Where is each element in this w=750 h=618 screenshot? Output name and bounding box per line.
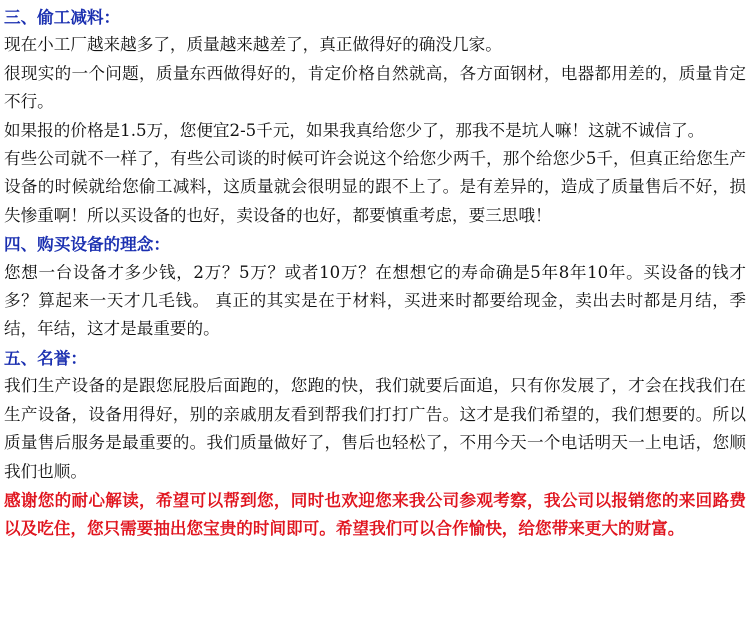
paragraph-after-sales: 我们生产设备的是跟您屁股后面跑的，您跑的快，我们就要后面追，只有你发展了，才会在找我们在生产设备，设备用得好，别的亲戚朋友看到帮我们打打广告。这才是我们希望的，我们想要的。所以质量售后服务是最重要的。我们质量做好了，售后也轻松了，不用今天一个电话明天一上电话，您顺我们也顺。 bbox=[4, 376, 746, 481]
section-heading-buying-philosophy: 四、购买设备的理念： bbox=[4, 234, 170, 255]
paragraph-other-companies: 有些公司就不一样了，有些公司谈的时候可许会说这个给您少两千，那个给您少5千，但真正给您生产设备的时候就给您偷工减料，这质量就会很明显的跟不上了。是有差异的，造成了质量售后不好，损失惨重啊！所以买设备的也好，卖设备的也好，都要慎重考虑，要三思哦！ bbox=[4, 149, 746, 225]
paragraph-small-factories: 现在小工厂越来越多了，质量越来越差了，真正做得好的确没几家。 bbox=[4, 35, 502, 55]
section-heading-reputation: 五、名誉： bbox=[4, 347, 87, 368]
section-buying-philosophy bbox=[4, 230, 746, 344]
section-reputation bbox=[4, 344, 746, 486]
paragraph-equipment-cost: 您想一台设备才多少钱，2万？5万？或者10万？在想想它的寿命确是5年8年10年。买设备的钱才多？算起来一天才几毛钱。 真正的其实是在于材料，买进来时都要给现金，卖出去时都是月结，季结，年结，这才是最重要的。 bbox=[4, 262, 746, 339]
paragraph-quality-price: 很现实的一个问题，质量东西做得好的，肯定价格自然就高，各方面钢材，电器都用差的，质量肯定不行。 bbox=[4, 63, 746, 112]
section-heading-workmanship: 三、偷工减料： bbox=[4, 7, 121, 27]
closing-invitation: 感谢您的耐心解读，希望可以帮到您，同时也欢迎您来我公司参观考察，我公司以报销您的来回路费以及吃住，您只需要抽出您宝贵的时间即可。希望我们可以合作愉快，给您带来更大的财富。 bbox=[4, 489, 746, 539]
section-workmanship bbox=[4, 3, 746, 230]
paragraph-honest-quote: 如果报的价格是1.5万，您便宜2-5千元，如果我真给您少了，那我不是坑人嘛！这就不诚信了。 bbox=[4, 120, 705, 140]
